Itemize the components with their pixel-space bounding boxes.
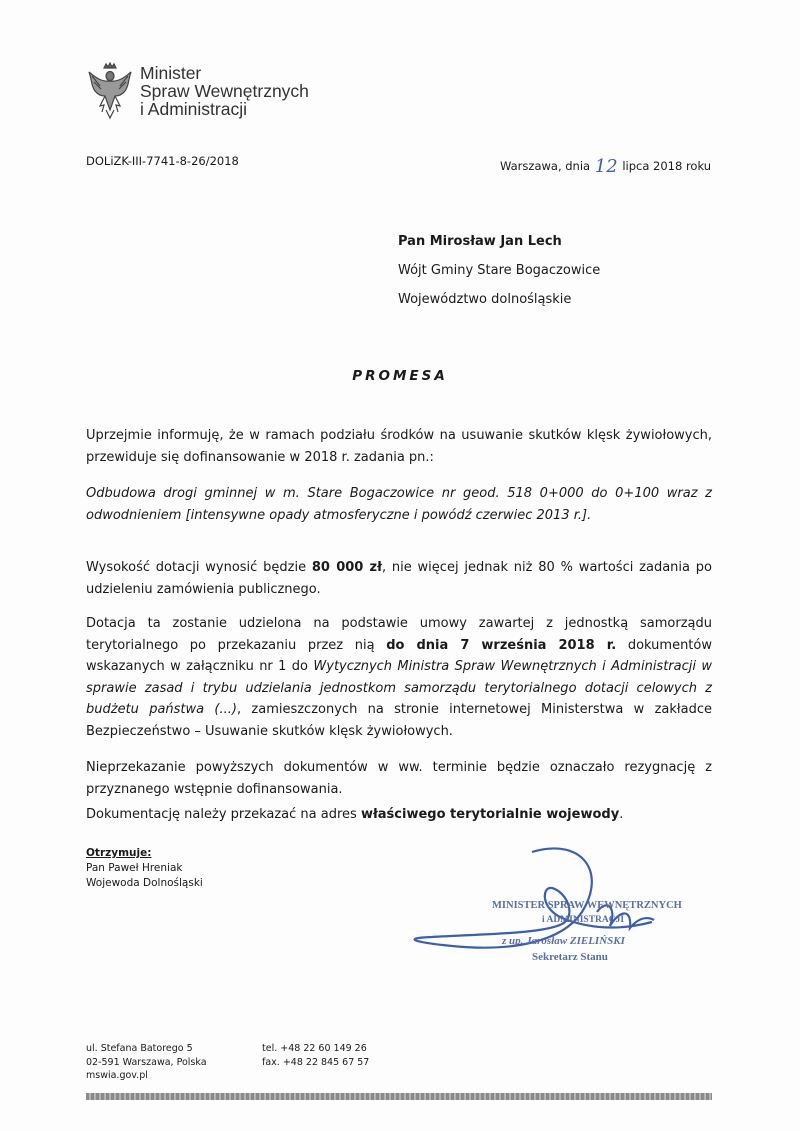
signature-scrawl-icon (415, 848, 654, 947)
paragraph-grant-conditions (86, 613, 712, 742)
footer-divider (86, 1093, 712, 1100)
reference-number: DOLiZK-III-7741-8-26/2018 (86, 154, 239, 168)
ministry-name-line1: Minister (140, 63, 202, 83)
footer-city: 02-591 Warszawa, Polska (86, 1056, 207, 1068)
paragraph-consequence: Nieprzekazanie powyższych dokumentów w ww. terminie będzie oznaczało rezygnację z przyznanego wstępnie dofinansowania. (86, 760, 712, 797)
footer-web: mswia.gov.pl (86, 1070, 148, 1081)
conditions-text-b: dokumentów wskazanych w załączniku nr 1 do (86, 637, 712, 674)
footer-address (86, 1042, 207, 1083)
paragraph-grant-amount (86, 557, 712, 600)
grant-text-a: Wysokość dotacji wynosić będzie (86, 560, 312, 575)
grant-text-b: , nie więcej jednak niż 80 % wartości zadania po udzieleniu zamówienia publicznego. (86, 560, 713, 597)
paragraph-submission (86, 804, 712, 826)
conditions-text-a: Dotacja ta zostanie udzielona na podstawie umowy zawartej z jednostką samorządu terytorialnego po przekazaniu przez nią (86, 616, 712, 653)
paragraph-intro: Uprzejmie informuję, że w ramach podziału środków na usuwanie skutków klęsk żywiołowych, przewiduje się dofinansowanie w 2018 r. zadania pn.: (86, 428, 712, 465)
stamp-line3: z up. Jarosław ZIELIŃSKI (502, 935, 625, 947)
signature-stamp (392, 842, 722, 992)
ministry-name-line2: Spraw Wewnętrznych (140, 81, 309, 101)
recipient-title: Wojewoda Dolnośląski (86, 877, 203, 889)
deadline: do dnia 7 września 2018 r. (386, 637, 617, 653)
submission-text-a: Dokumentację należy przekazać na adres (86, 807, 361, 822)
addressee-position: Wójt Gminy Stare Bogaczowice (398, 263, 601, 278)
recipient-name: Pan Paweł Hreniak (86, 862, 183, 874)
letterhead (86, 62, 346, 124)
footer-fax: fax. +48 22 845 67 57 (262, 1056, 370, 1068)
submission-target: właściwego terytorialnie wojewody (360, 807, 620, 822)
addressee-block (398, 227, 600, 314)
footer-street: ul. Stefana Batorego 5 (86, 1043, 193, 1054)
grant-amount: 80 000 zł (311, 560, 382, 575)
conditions-text-c: , zamieszczonych na stronie internetowej Ministerstwa w zakładce Bezpieczeństwo – Usuwanie skutków klęsk żywiołowych. (86, 702, 712, 739)
footer-tel: tel. +48 22 60 149 26 (262, 1043, 367, 1054)
date-prefix: Warszawa, dnia (500, 159, 591, 173)
guidelines-title: Wytycznych Ministra Spraw Wewnętrznych i Administracji w sprawie zasad i trybu udzielania jednostkom samorządu terytorialnego dotacji celowych z budżetu państwa (...) (86, 659, 712, 717)
date-line (500, 154, 711, 175)
stamp-line4: Sekretarz Stanu (532, 951, 608, 963)
recipients-block (86, 846, 203, 891)
date-day-handwritten: 12 (594, 156, 618, 177)
stamp-line2: i ADMINISTRACJI (542, 915, 625, 925)
submission-text-b: . (619, 807, 624, 822)
paragraph-task-name: Odbudowa drogi gminnej w m. Stare Bogaczowice nr geod. 518 0+000 do 0+100 wraz z odwodnieniem [intensywne opady atmosferyczne i powódź czerwiec 2013 r.]. (86, 486, 712, 523)
stamp-line1: MINISTER SPRAW WEWNĘTRZNYCH (492, 900, 682, 911)
addressee-name: Pan Mirosław Jan Lech (398, 234, 562, 249)
eagle-emblem-icon (86, 62, 134, 120)
ministry-name (140, 64, 309, 118)
addressee-region: Województwo dolnośląskie (398, 292, 572, 307)
recipients-header: Otrzymuje: (86, 847, 152, 859)
document-title: PROMESA (352, 368, 448, 384)
ministry-name-line3: i Administracji (140, 99, 247, 119)
footer-contact (262, 1042, 369, 1069)
date-suffix: lipca 2018 roku (622, 159, 712, 173)
